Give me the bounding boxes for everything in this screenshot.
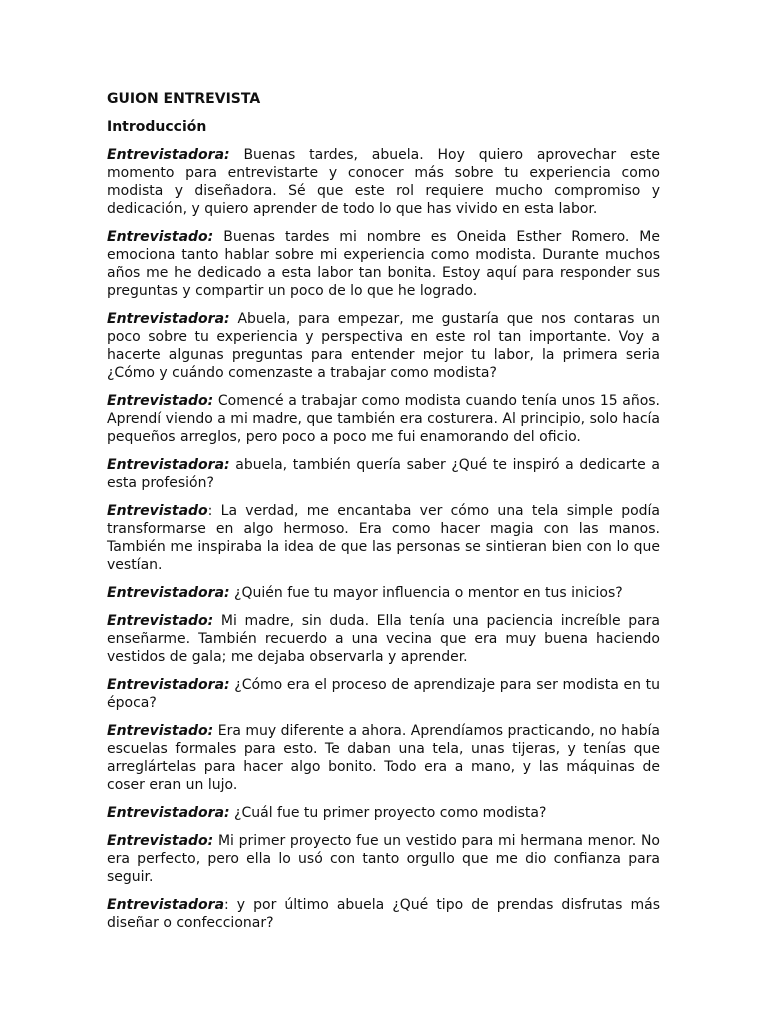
dialogue-text: ¿Quién fue tu mayor influencia o mentor en tus inicios? xyxy=(229,585,623,601)
speaker-label: Entrevistado: xyxy=(107,613,214,629)
dialogue-text: Comencé a trabajar como modista cuando tenía unos 15 años. Aprendí viendo a mi madre, que también era costurera. Al principio, solo hacía pequeños arreglos, pero poco a poco me fui enamorando del oficio. xyxy=(107,393,660,445)
speaker-label: Entrevistadora: xyxy=(107,147,230,163)
speaker-label: Entrevistadora: xyxy=(107,677,230,693)
speaker-label: Entrevistado xyxy=(107,503,208,519)
dialogue-text: Mi primer proyecto fue un vestido para mi hermana menor. No era perfecto, pero ella lo usó con tanto orgullo que me dio confianza para seguir. xyxy=(107,833,660,885)
document-title: GUION ENTREVISTA xyxy=(107,91,261,107)
speaker-label: Entrevistado: xyxy=(107,833,214,849)
speaker-label: Entrevistadora: xyxy=(107,585,230,601)
speaker-label: Entrevistado: xyxy=(107,723,214,739)
dialogue-paragraph xyxy=(107,228,660,300)
dialogue-text: ¿Cómo era el proceso de aprendizaje para ser modista en tu época? xyxy=(107,677,660,711)
dialogue-paragraph xyxy=(107,584,660,602)
dialogue-text: : y por último abuela ¿Qué tipo de prendas disfrutas más diseñar o confeccionar? xyxy=(107,897,660,931)
dialogue-text: Era muy diferente a ahora. Aprendíamos practicando, no había escuelas formales para esto. Te daban una tela, unas tijeras, y tenías que arreglártelas para hacer algo bonito. Todo era a mano, y las máquinas de coser eran un lujo. xyxy=(107,723,660,793)
speaker-label: Entrevistado: xyxy=(107,229,214,245)
dialogue-paragraph xyxy=(107,146,660,218)
dialogue-paragraph xyxy=(107,722,660,794)
dialogue-text: Buenas tardes, abuela. Hoy quiero aprovechar este momento para entrevistarte y conocer más sobre tu experiencia como modista y diseñadora. Sé que este rol requiere mucho compromiso y dedicación, y quiero aprender de todo lo que has vivido en esta labor. xyxy=(107,147,660,217)
speaker-label: Entrevistadora xyxy=(107,897,225,913)
dialogue-paragraph xyxy=(107,804,660,822)
dialogue-text: ¿Cuál fue tu primer proyecto como modista? xyxy=(229,805,547,821)
dialogue-paragraph xyxy=(107,502,660,574)
dialogue-paragraph xyxy=(107,392,660,446)
dialogue-text: abuela, también quería saber ¿Qué te inspiró a dedicarte a esta profesión? xyxy=(107,457,660,491)
dialogue-text: : La verdad, me encantaba ver cómo una tela simple podía transformarse en algo hermoso. Era como hacer magia con las manos. También me inspiraba la idea de que las personas se sintieran bien con lo que vestían. xyxy=(107,503,660,573)
speaker-label: Entrevistadora: xyxy=(107,805,230,821)
dialogue-paragraph xyxy=(107,676,660,712)
dialogue-paragraph xyxy=(107,310,660,382)
dialogue-text: Abuela, para empezar, me gustaría que nos contaras un poco sobre tu experiencia y perspectiva en este rol tan importante. Voy a hacerte algunas preguntas para entender mejor tu labor, la primera seria ¿Cómo y cuándo comenzaste a trabajar como modista? xyxy=(107,311,660,381)
dialogue-paragraph xyxy=(107,612,660,666)
dialogue-text: Mi madre, sin duda. Ella tenía una paciencia increíble para enseñarme. También recuerdo a una vecina que era muy buena haciendo vestidos de gala; me dejaba observarla y aprender. xyxy=(107,613,660,665)
speaker-label: Entrevistado: xyxy=(107,393,214,409)
document-page xyxy=(107,90,660,942)
section-heading: Introducción xyxy=(107,119,207,135)
dialogue-paragraph xyxy=(107,896,660,932)
dialogue-paragraph xyxy=(107,456,660,492)
dialogue-text: Buenas tardes mi nombre es Oneida Esther Romero. Me emociona tanto hablar sobre mi experiencia como modista. Durante muchos años me he dedicado a esta labor tan bonita. Estoy aquí para responder sus preguntas y compartir un poco de lo que he logrado. xyxy=(107,229,660,299)
speaker-label: Entrevistadora: xyxy=(107,457,230,473)
dialogue-paragraph xyxy=(107,832,660,886)
speaker-label: Entrevistadora: xyxy=(107,311,230,327)
